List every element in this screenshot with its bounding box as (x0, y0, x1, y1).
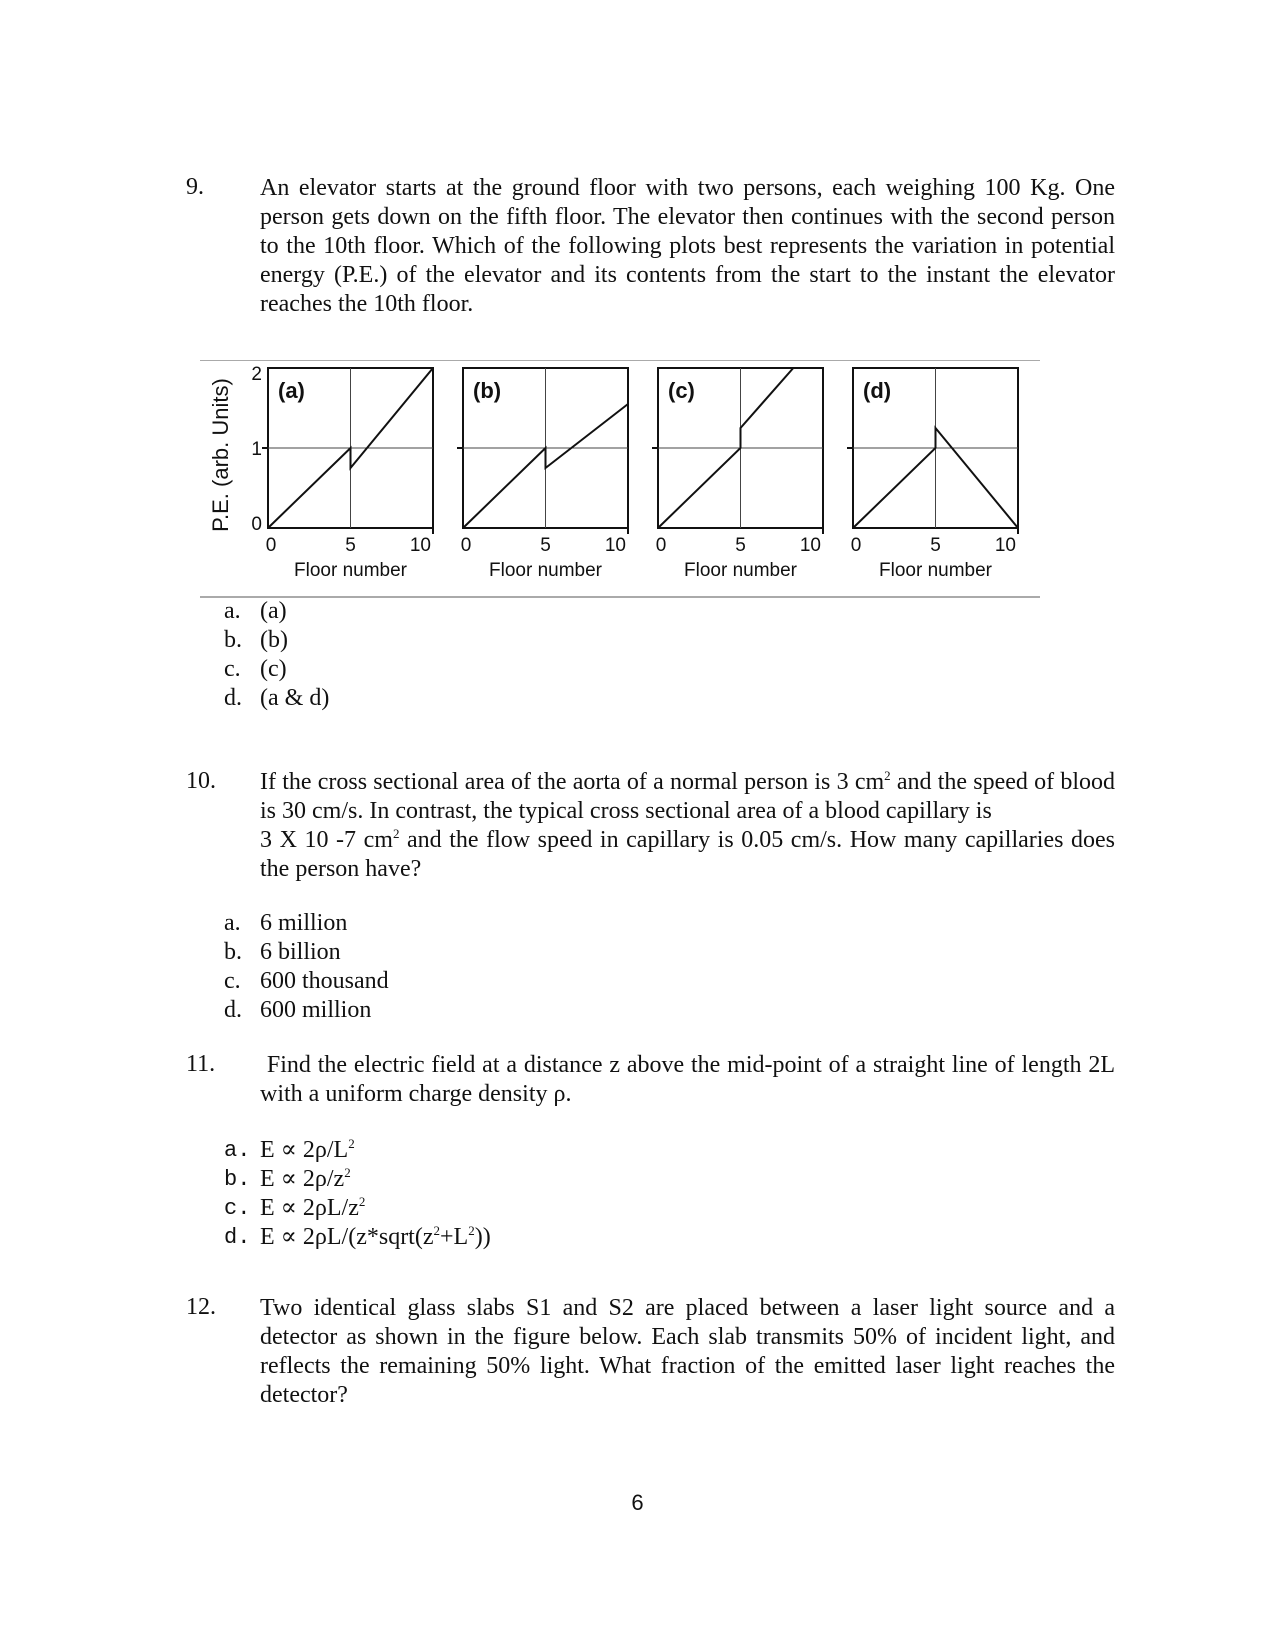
option-text: 600 thousand (260, 968, 389, 994)
x-axis-label: Floor number (879, 560, 992, 581)
x-axis-label: Floor number (489, 560, 602, 581)
option-text: $E \propto 2\rho L/z^2$ (260, 1194, 366, 1221)
option-label: c. (224, 656, 241, 682)
option-label: d. (224, 1225, 251, 1250)
x-tick-label: 5 (735, 535, 746, 556)
option-label: b. (224, 627, 242, 653)
chart-panel (251, 364, 433, 581)
x-tick-label: 10 (409, 535, 431, 556)
question-text: If the cross sectional area of the aorta of a normal person is 3 $cm^2$ and the speed of blood is 30 cm/s. In contrast, the typical cross sectional area of a blood capillary is 3 X 10 -7 $cm^2$ and the flow speed in capillary is 0.05 cm/s. How many capillaries does the person have? (260, 768, 1116, 882)
question-number: 9. (186, 174, 204, 200)
page-number: 6 (631, 1490, 644, 1515)
x-tick-label: 0 (265, 535, 277, 556)
q11-options (224, 1136, 491, 1252)
y-axis-label: P.E. (arb. Units) (208, 378, 233, 532)
option-text: $E \propto 2\rho/z^2$ (260, 1165, 351, 1192)
option-text: 600 million (260, 997, 372, 1023)
option-a[interactable] (224, 1136, 491, 1165)
x-tick-label: 5 (345, 535, 356, 556)
option-b[interactable] (224, 938, 389, 967)
option-b[interactable] (224, 1165, 491, 1194)
option-label: c. (224, 1196, 251, 1221)
question-text: Find the electric field at a distance z above the mid-point of a straight line of length 2L with a uniform charge density ρ. (260, 1052, 1122, 1107)
chart-panel (847, 368, 1018, 581)
x-tick-label: 5 (540, 535, 551, 556)
option-c[interactable] (224, 1194, 491, 1223)
option-label: d. (224, 685, 242, 711)
q9-options (224, 597, 329, 713)
x-tick-label: 10 (799, 535, 821, 556)
option-text: $E \propto 2\rho/L^2$ (260, 1136, 355, 1163)
x-tick-label: 0 (655, 535, 667, 556)
x-tick-label: 10 (604, 535, 626, 556)
option-text: 6 billion (260, 939, 341, 965)
option-label: c. (224, 968, 241, 994)
q10-options (224, 909, 389, 1025)
chart-panel (652, 368, 823, 581)
option-text: (c) (260, 656, 287, 682)
panel-label: (a) (278, 378, 305, 403)
option-label: b. (224, 1167, 251, 1192)
question-number: 12. (186, 1294, 216, 1320)
option-text: $E \propto 2\rho L/(z*sqrt(z^2+L^2))$ (260, 1223, 491, 1250)
option-label: a. (224, 598, 241, 624)
option-text: (a & d) (260, 685, 330, 711)
option-d[interactable] (224, 684, 329, 713)
chart-panel (457, 368, 628, 581)
x-axis-label: Floor number (684, 560, 797, 581)
option-label: a. (224, 910, 241, 936)
x-tick-label: 5 (930, 535, 941, 556)
y-tick-label: 1 (251, 439, 262, 460)
question-text: An elevator starts at the ground floor with two persons, each weighing 100 Kg. One person gets down on the fifth floor. The elevator then continues with the second person to the 10th floor. Which of the following plots best represents the variation in potential energy (P.E.) of the elevator and its contents from the start to the instant the elevator reaches the 10th floor. (260, 175, 1115, 317)
option-b[interactable] (224, 626, 329, 655)
option-label: d. (224, 997, 242, 1023)
y-tick-label: 2 (251, 364, 262, 385)
panel-label: (b) (473, 378, 502, 403)
question-text: Two identical glass slabs S1 and S2 are placed between a laser light source and a detector as shown in the figure below. Each slab transmits 50% of incident light, and reflects the remaining 50% light. What fraction of the emitted laser light reaches the detector? (260, 1295, 1115, 1408)
y-tick-label: 0 (251, 514, 262, 535)
option-d[interactable] (224, 996, 389, 1025)
option-text: 6 million (260, 910, 348, 936)
panel-label: (c) (668, 378, 695, 403)
option-c[interactable] (224, 655, 329, 684)
question-number: 10. (186, 768, 216, 794)
option-a[interactable] (224, 909, 389, 938)
option-label: a. (224, 1138, 251, 1163)
pe-vs-floor-figure (200, 360, 1040, 600)
x-tick-label: 0 (460, 535, 472, 556)
option-a[interactable] (224, 597, 329, 626)
x-tick-label: 10 (994, 535, 1016, 556)
option-d[interactable] (224, 1223, 491, 1252)
option-label: b. (224, 939, 242, 965)
x-axis-label: Floor number (294, 560, 407, 581)
question-number: 11. (186, 1051, 216, 1077)
option-c[interactable] (224, 967, 389, 996)
option-text: (a) (260, 598, 287, 624)
option-text: (b) (260, 627, 288, 653)
x-tick-label: 0 (850, 535, 862, 556)
panel-label: (d) (863, 378, 892, 403)
